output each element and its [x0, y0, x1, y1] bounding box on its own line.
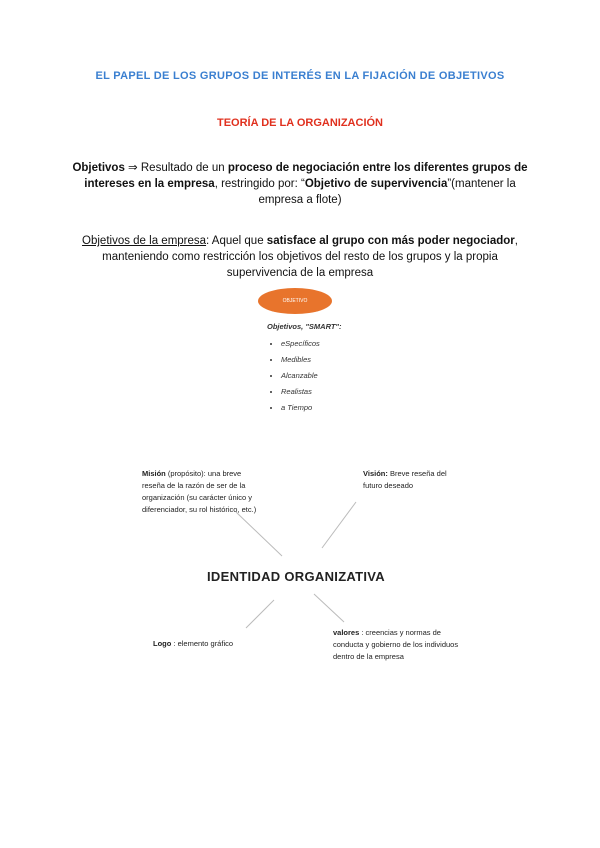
aquel-text: : Aquel que [206, 235, 267, 247]
mantener-text: ”(mantener la empresa a flote) [258, 178, 516, 206]
vision-block [363, 468, 463, 492]
logo-block [153, 638, 263, 650]
restringido-text: , restringido por: “ [214, 178, 305, 190]
mision-block [142, 468, 262, 516]
mision-text: (propósito): una breve reseña de la razón de ser de la organización (su carácter único y diferenciador, su rol histórico, etc.) [142, 469, 257, 514]
smart-item: • eSpecíficos [281, 336, 341, 352]
negociacion-bold: proceso de negociación entre los diferentes grupos de intereses en la empresa [84, 162, 528, 190]
mision-label: Misión [142, 469, 166, 478]
smart-item: • Realistas [281, 384, 341, 400]
objetivos-empresa-term: Objetivos de la empresa [82, 235, 207, 247]
valores-text: : creencias y normas de conducta y gobierno de los individuos dentro de la empresa [333, 628, 459, 661]
logo-text: : elemento gráfico [171, 639, 234, 648]
section-subtitle: TEORÍA DE LA ORGANIZACIÓN [216, 117, 383, 129]
supervivencia-bold: Objetivo de supervivencia [304, 178, 448, 190]
smart-item: • a Tiempo [281, 400, 341, 416]
smart-item: • Medibles [281, 352, 341, 368]
valores-label: valores [333, 628, 360, 637]
connector-line-logo [246, 600, 274, 628]
logo-label: Logo [153, 639, 172, 648]
arrow-text: ⇒ Resultado de un [124, 162, 228, 174]
manteniendo-text: , manteniendo como restricción los objetivos del resto de los grupos y la propia supervivencia de la empresa [102, 235, 518, 279]
satisface-bold: satisface al grupo con más poder negociador [266, 235, 515, 247]
connector-line-vision [322, 502, 356, 548]
vision-label: Visión: [363, 469, 388, 478]
document-title: EL PAPEL DE LOS GRUPOS DE INTERÉS EN LA FIJACIÓN DE OBJETIVOS [95, 70, 505, 82]
connector-line-mision [236, 512, 282, 556]
objetivo-oval: OBJETIVO [258, 288, 332, 314]
objetivos-term: Objetivos [72, 162, 125, 174]
smart-title: Objetivos, "SMART": [267, 322, 342, 331]
valores-block [333, 627, 463, 663]
identidad-organizativa-title: IDENTIDAD ORGANIZATIVA [207, 569, 385, 584]
smart-item: • Alcanzable [281, 368, 341, 384]
connector-line-valores [314, 594, 344, 622]
vision-text: Breve reseña del futuro deseado [363, 469, 447, 490]
